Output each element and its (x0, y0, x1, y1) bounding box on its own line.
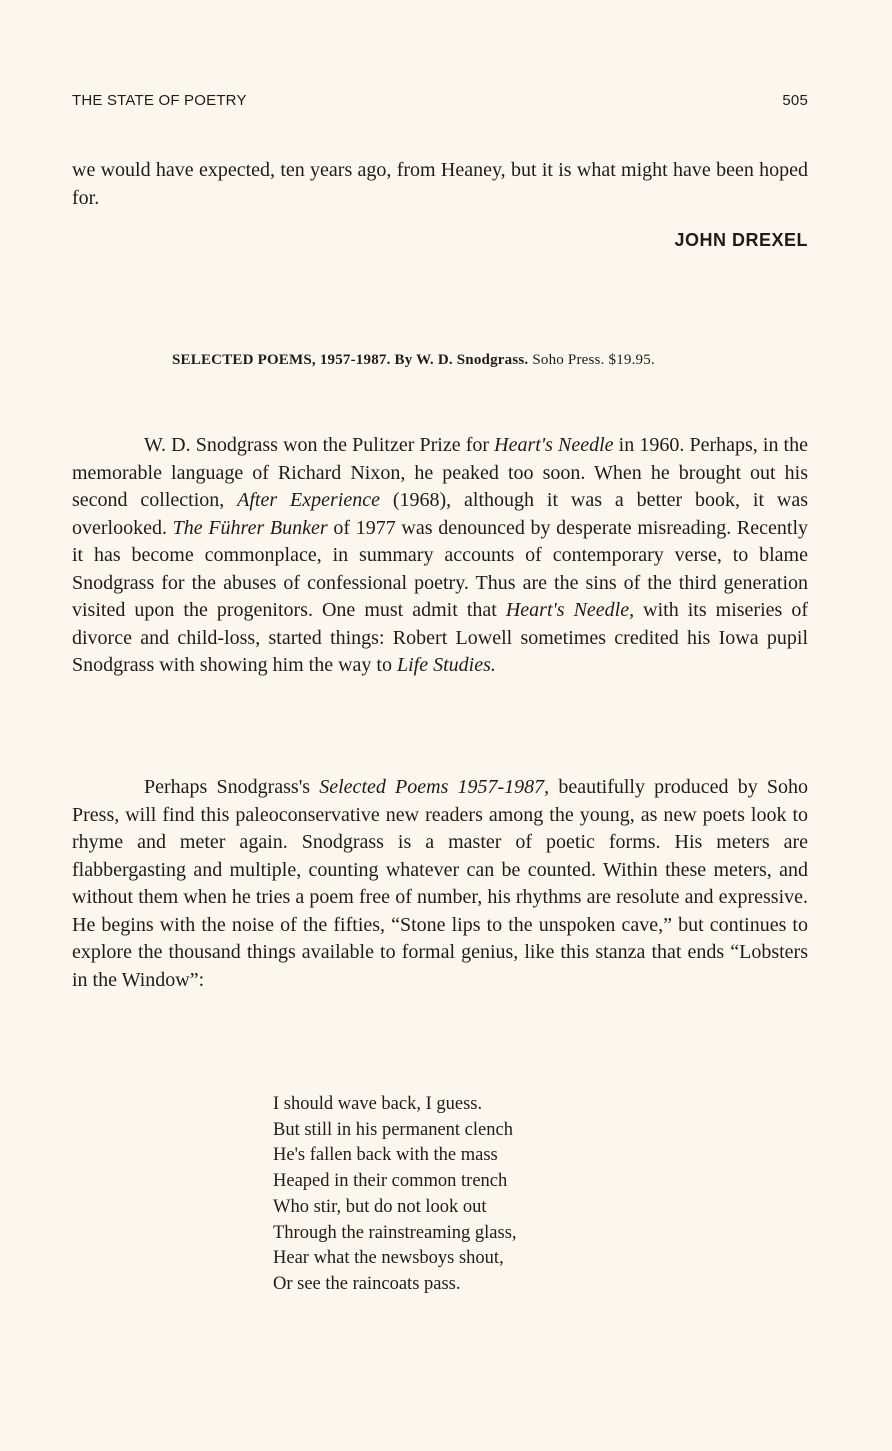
italic-title: Heart's Needle, (505, 599, 635, 621)
page-number: 505 (782, 92, 808, 109)
poem-line: Or see the raincoats pass. (273, 1273, 461, 1294)
review-paragraph-1 (72, 432, 808, 680)
text-run: W. D. Snodgrass won the Pulitzer Prize for (144, 434, 495, 456)
reviewer-signature: JOHN DREXEL (674, 230, 808, 250)
poem-excerpt (273, 1092, 517, 1298)
poem-line: Heaped in their common trench (273, 1171, 508, 1192)
publisher-price: Soho Press. $19.95. (532, 352, 655, 368)
poem-line: He's fallen back with the mass (273, 1145, 498, 1166)
review-paragraph-2 (72, 774, 808, 994)
text-run: Perhaps Snodgrass's (144, 776, 320, 798)
continued-paragraph: we would have expected, ten years ago, from Heaney, but it is what might have been hoped for. (72, 159, 808, 209)
running-head (72, 92, 808, 114)
running-title: THE STATE OF POETRY (72, 92, 247, 109)
poem-line: Who stir, but do not look out (273, 1196, 487, 1217)
poem-line: I should wave back, I guess. (273, 1094, 483, 1114)
book-author: By W. D. Snodgrass. (394, 352, 529, 368)
poem-line: Hear what the newsboys shout, (273, 1248, 504, 1269)
text-run: (1968), although it was a better book, it was overlooked. (72, 489, 808, 539)
italic-title: Heart's Needle (494, 434, 614, 456)
italic-title: After Experience (237, 489, 380, 511)
poem-line: Through the rainstreaming glass, (273, 1222, 517, 1243)
text-run: beautifully produced by Soho Press, will find this paleoconservative new readers among the young, as new poets look to rhyme and meter again. Snodgrass is a master of poetic forms. His meters are flabbergasting and multiple, counting whatever can be counted. Within these meters, and without them when he tries a poem free of number, his rhythms are resolute and expressive. He begins with the noise of the fifties, “Stone lips to the unspoken cave,” but continues to explore the thousand things available to formal genius, like this stanza that ends “Lobsters in the Window”: (72, 776, 808, 991)
text-run: in 1960. Perhaps, in the memorable language of Richard Nixon, he peaked too soon. When he brought out his second collection, (72, 434, 808, 511)
text-run: with its miseries of divorce and child-loss, started things: Robert Lowell sometimes credited his Iowa pupil Snodgrass with showing him the way to (72, 599, 808, 676)
italic-title: The Führer Bunker (172, 516, 328, 539)
italic-title: Selected Poems 1957-1987, (319, 776, 550, 798)
text-run: of 1977 was denounced by desperate misreading. Recently it has become commonplace, in summary accounts of contemporary verse, to blame Snodgrass for the abuses of confessional poetry. Thus are the sins of the third generation visited upon the progenitors. One must admit that (72, 516, 808, 621)
book-title: SELECTED POEMS, 1957-1987. (172, 352, 391, 368)
italic-title: Life Studies. (397, 654, 496, 676)
poem-line: But still in his permanent clench (273, 1119, 513, 1140)
review-heading (172, 349, 808, 371)
